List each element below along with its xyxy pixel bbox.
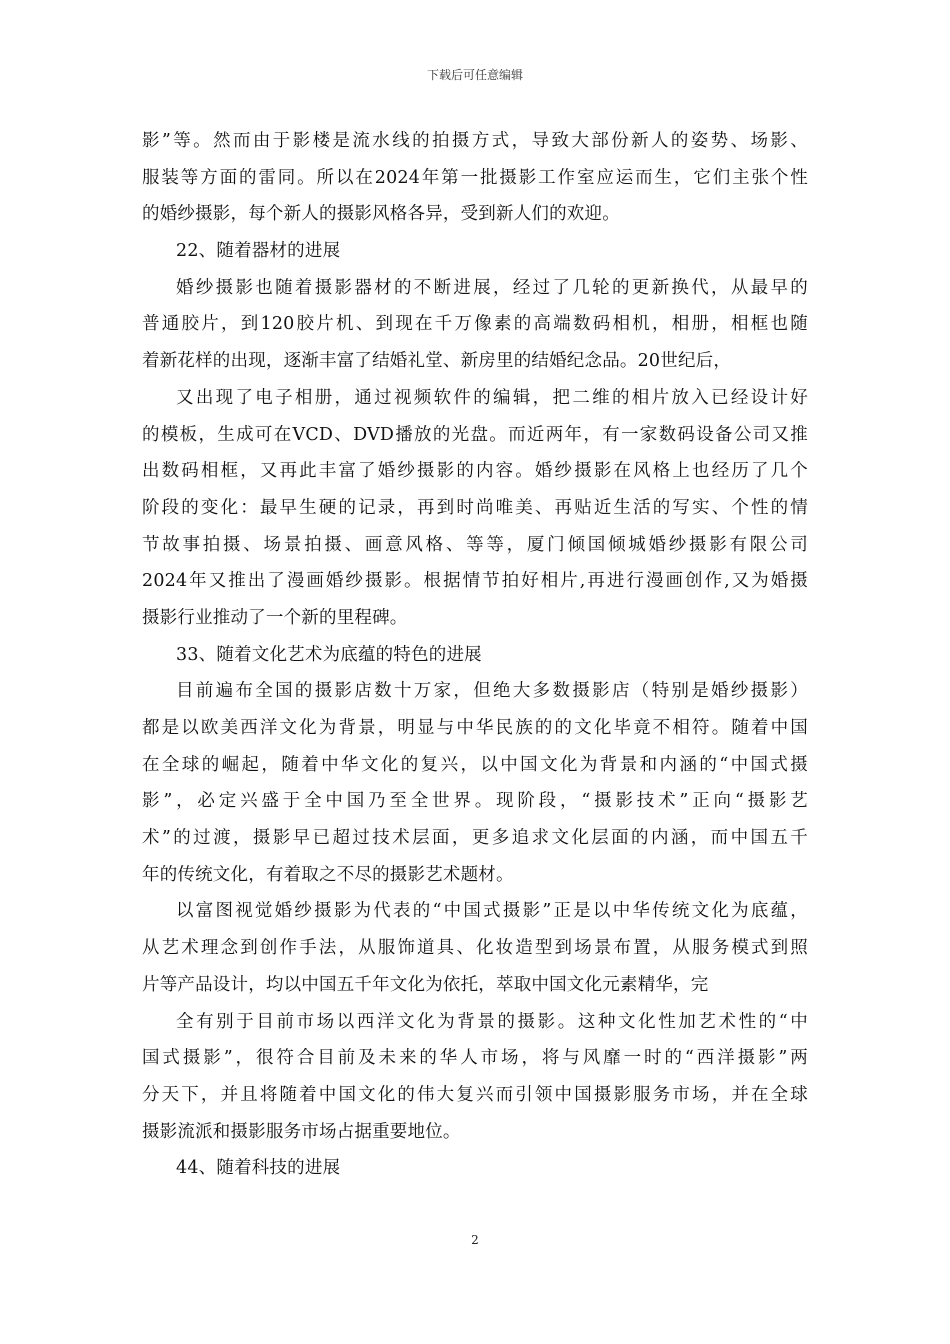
text-line: 影”等。然而由于影楼是流水线的拍摄方式，导致大部份新人的姿势、场影、 bbox=[142, 131, 808, 151]
text-line: 节故事拍摄、场景拍摄、画意风格、等等，厦门倾国倾城婚纱摄影有限公司 bbox=[142, 534, 808, 555]
text-line: 摄影行业推动了一个新的里程碑。 bbox=[142, 607, 408, 628]
text-line: 都是以欧美西洋文化为背景，明显与中华民族的的文化毕竟不相符。随着中国 bbox=[142, 718, 808, 738]
text-line: 阶段的变化：最早生硬的记录，再到时尚唯美、再贴近生活的写实、个性的情 bbox=[142, 497, 808, 518]
text-line: 目前遍布全国的摄影店数十万家，但绝大多数摄影店（特别是婚纱摄影） bbox=[176, 681, 808, 702]
text-line: 婚纱摄影也随着摄影器材的不断进展，经过了几轮的更新换代，从最早的 bbox=[176, 277, 808, 298]
text-line: 的婚纱摄影，每个新人的摄影风格各异，受到新人们的欢迎。 bbox=[142, 204, 620, 225]
text-line: 片等产品设计，均以中国五千年文化为依托，萃取中国文化元素精华，完 bbox=[142, 974, 709, 995]
text-line: 以富图视觉婚纱摄影为代表的“中国式摄影”正是以中华传统文化为底蕴， bbox=[176, 901, 808, 922]
text-line: 2024年又推出了漫画婚纱摄影。根据情节拍好相片,再进行漫画创作,又为婚摄 bbox=[142, 571, 808, 592]
text-line: 分天下，并且将随着中国文化的伟大复兴而引领中国摄影服务市场，并在全球 bbox=[142, 1084, 808, 1105]
text-line: 摄影流派和摄影服务市场占据重要地位。 bbox=[142, 1121, 461, 1142]
text-line: 着新花样的出现，逐渐丰富了结婚礼堂、新房里的结婚纪念品。20世纪后， bbox=[142, 351, 732, 372]
text-line: 出数码相框，又再此丰富了婚纱摄影的内容。婚纱摄影在风格上也经历了几个 bbox=[142, 461, 808, 482]
text-line: 44、随着科技的进展 bbox=[176, 1158, 341, 1179]
page-header: 下载后可任意编辑 bbox=[426, 68, 523, 82]
text-line: 年的传统文化，有着取之不尽的摄影艺术题材。 bbox=[142, 864, 514, 885]
text-line: 影”，必定兴盛于全中国乃至全世界。现阶段，“摄影技术”正向“摄影艺 bbox=[142, 791, 808, 812]
text-line: 33、随着文化艺术为底蕴的特色的进展 bbox=[176, 644, 482, 665]
text-line: 全有别于目前市场以西洋文化为背景的摄影。这种文化性加艺术性的“中 bbox=[176, 1011, 808, 1032]
text-line: 的模板，生成可在VCD、DVD播放的光盘。而近两年，有一家数码设备公司又推 bbox=[142, 424, 808, 445]
document-body bbox=[142, 123, 808, 1187]
text-line: 又出现了电子相册，通过视频软件的编辑，把二维的相片放入已经设计好 bbox=[176, 387, 808, 408]
text-line: 22、随着器材的进展 bbox=[176, 241, 341, 262]
text-line: 从艺术理念到创作手法，从服饰道具、化妆造型到场景布置，从服务模式到照 bbox=[142, 938, 808, 959]
text-line: 在全球的崛起，随着中华文化的复兴，以中国文化为背景和内涵的“中国式摄 bbox=[142, 754, 808, 775]
page-number: 2 bbox=[471, 1233, 479, 1247]
text-line: 普通胶片，到120胶片机、到现在千万像素的高端数码相机，相册，相框也随 bbox=[142, 314, 808, 335]
text-line: 服装等方面的雷同。所以在2024年第一批摄影工作室应运而生，它们主张个性 bbox=[142, 167, 808, 188]
text-line: 国式摄影”，很符合目前及未来的华人市场，将与风靡一时的“西洋摄影”两 bbox=[142, 1048, 808, 1069]
text-line: 术”的过渡，摄影早已超过技术层面，更多追求文化层面的内涵，而中国五千 bbox=[142, 828, 808, 849]
